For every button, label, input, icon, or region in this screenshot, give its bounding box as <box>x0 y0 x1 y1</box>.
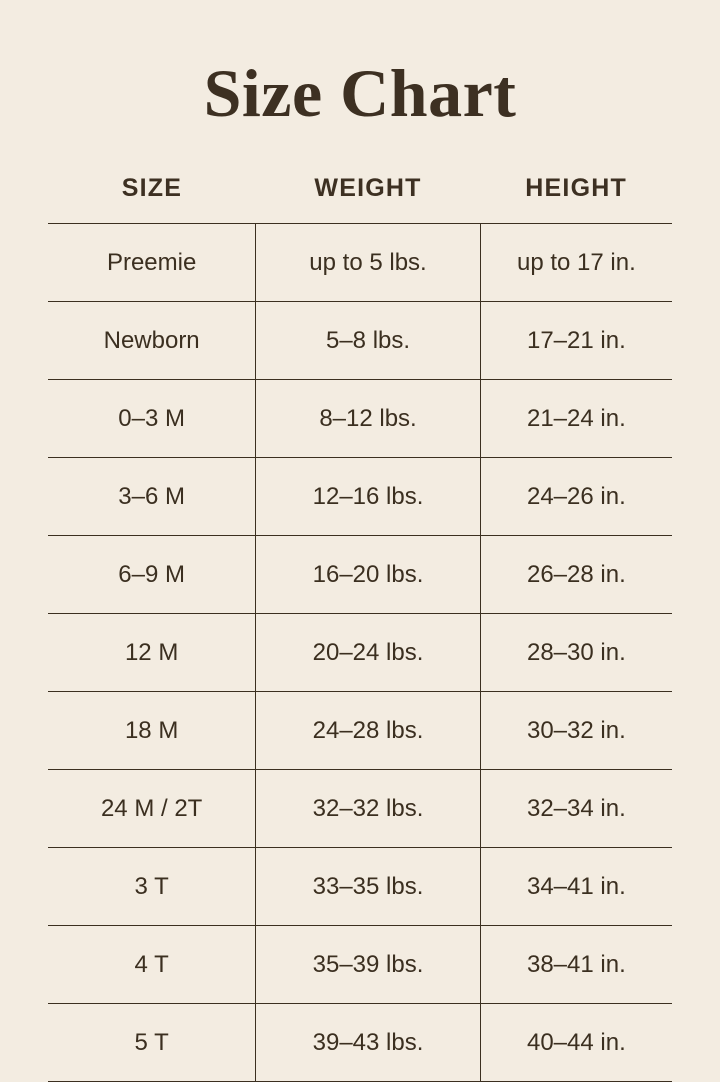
table-row <box>48 224 672 302</box>
cell-weight: 32–32 lbs. <box>256 770 480 848</box>
table-header <box>48 173 672 224</box>
table-row <box>48 458 672 536</box>
table-row <box>48 536 672 614</box>
cell-height: 30–32 in. <box>480 692 672 770</box>
table-row <box>48 926 672 1004</box>
cell-weight: up to 5 lbs. <box>256 224 480 302</box>
table-row <box>48 692 672 770</box>
table-header-row <box>48 173 672 224</box>
cell-height: 34–41 in. <box>480 848 672 926</box>
cell-weight: 12–16 lbs. <box>256 458 480 536</box>
cell-size: 3–6 M <box>48 458 256 536</box>
cell-size: 5 T <box>48 1004 256 1082</box>
table-row <box>48 302 672 380</box>
cell-size: 0–3 M <box>48 380 256 458</box>
table-body <box>48 224 672 1082</box>
cell-weight: 35–39 lbs. <box>256 926 480 1004</box>
cell-weight: 39–43 lbs. <box>256 1004 480 1082</box>
cell-height: 38–41 in. <box>480 926 672 1004</box>
cell-height: 17–21 in. <box>480 302 672 380</box>
cell-height: 21–24 in. <box>480 380 672 458</box>
cell-size: 4 T <box>48 926 256 1004</box>
cell-size: 24 M / 2T <box>48 770 256 848</box>
cell-weight: 16–20 lbs. <box>256 536 480 614</box>
size-chart-table <box>48 173 672 1082</box>
size-chart-table-wrapper <box>48 129 672 1082</box>
cell-weight: 24–28 lbs. <box>256 692 480 770</box>
page-title: Size Chart <box>203 55 517 131</box>
cell-weight: 20–24 lbs. <box>256 614 480 692</box>
cell-height: 40–44 in. <box>480 1004 672 1082</box>
cell-height: 26–28 in. <box>480 536 672 614</box>
cell-size: Preemie <box>48 224 256 302</box>
table-row <box>48 848 672 926</box>
table-row <box>48 1004 672 1082</box>
table-row <box>48 614 672 692</box>
column-header-size: SIZE <box>121 174 183 203</box>
column-header-height: HEIGHT <box>525 174 627 203</box>
cell-height: up to 17 in. <box>480 224 672 302</box>
cell-height: 28–30 in. <box>480 614 672 692</box>
cell-weight: 5–8 lbs. <box>256 302 480 380</box>
cell-size: 6–9 M <box>48 536 256 614</box>
cell-size: 12 M <box>48 614 256 692</box>
column-header-weight: WEIGHT <box>314 174 422 203</box>
cell-height: 32–34 in. <box>480 770 672 848</box>
cell-weight: 8–12 lbs. <box>256 380 480 458</box>
cell-size: Newborn <box>48 302 256 380</box>
cell-size: 18 M <box>48 692 256 770</box>
table-row <box>48 380 672 458</box>
cell-size: 3 T <box>48 848 256 926</box>
cell-height: 24–26 in. <box>480 458 672 536</box>
cell-weight: 33–35 lbs. <box>256 848 480 926</box>
table-row <box>48 770 672 848</box>
